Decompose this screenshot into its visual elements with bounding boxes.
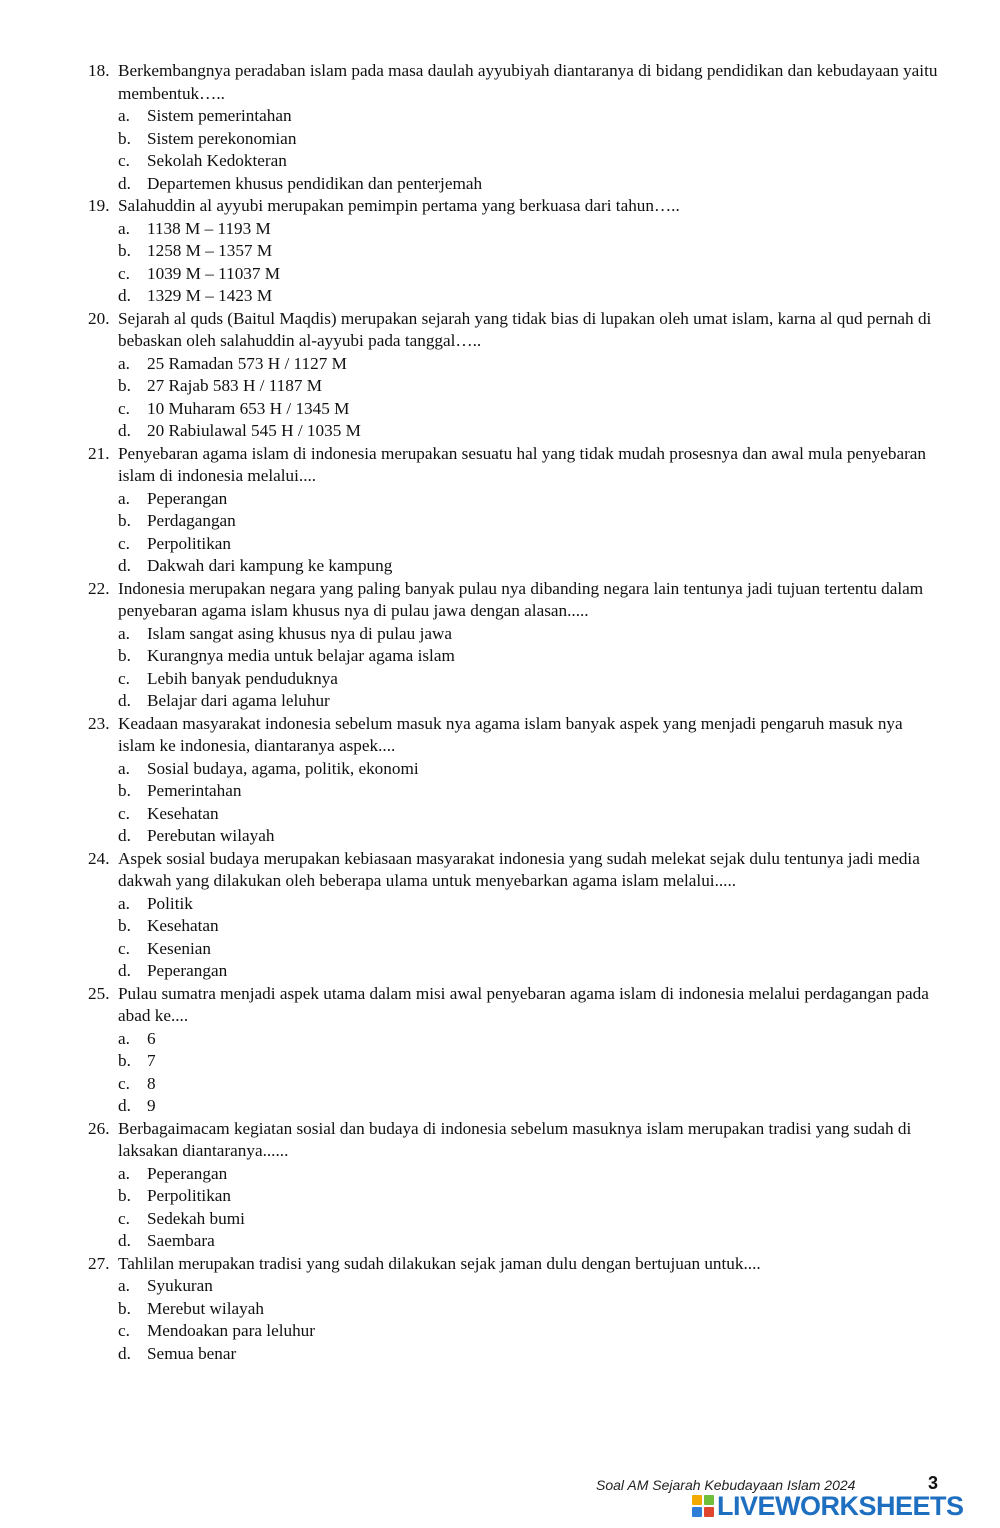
option-text: Pemerintahan <box>147 781 242 800</box>
option-text: 8 <box>147 1073 156 1093</box>
option-text: 20 Rabiulawal 545 H / 1035 M <box>147 421 361 440</box>
answer-option[interactable] <box>118 1028 938 1051</box>
option-text: Politik <box>147 893 193 913</box>
option-text: 6 <box>147 1028 156 1048</box>
question-text: Salahuddin al ayyubi merupakan pemimpin pertama yang berkuasa dari tahun….. <box>118 196 680 215</box>
question-26 <box>88 1118 938 1253</box>
answer-option[interactable] <box>118 1320 938 1343</box>
question-row <box>88 713 938 758</box>
question-row <box>88 443 938 488</box>
option-letter: d. <box>118 1231 131 1250</box>
question-19 <box>88 195 938 308</box>
answer-option[interactable] <box>118 555 938 578</box>
option-text: Kesehatan <box>147 916 219 935</box>
option-letter: a. <box>118 1276 130 1295</box>
answer-option[interactable] <box>118 1230 938 1253</box>
question-number: 26. <box>88 1118 110 1138</box>
option-letter: b. <box>118 916 131 935</box>
option-list <box>88 105 938 195</box>
answer-option[interactable] <box>118 1208 938 1231</box>
option-letter: d. <box>118 1343 131 1363</box>
answer-option[interactable] <box>118 938 938 961</box>
question-number: 22. <box>88 578 110 598</box>
answer-option[interactable] <box>118 1185 938 1208</box>
option-list <box>88 353 938 443</box>
answer-option[interactable] <box>118 915 938 938</box>
answer-option[interactable] <box>118 150 938 173</box>
answer-option[interactable] <box>118 1298 938 1321</box>
question-text: Pulau sumatra menjadi aspek utama dalam misi awal penyebaran agama islam di indonesia melalui perdagangan pada abad ke.... <box>118 983 929 1025</box>
answer-option[interactable] <box>118 285 938 308</box>
option-list <box>88 623 938 713</box>
question-text: Indonesia merupakan negara yang paling banyak pulau nya dibanding negara lain tentunya jadi tujuan tertentu dalam penyebaran agama islam khusus nya di pulau jawa dengan alasan..... <box>118 578 924 620</box>
option-text: Dakwah dari kampung ke kampung <box>147 556 393 575</box>
question-text: Berkembangnya peradaban islam pada masa daulah ayyubiyah diantaranya di bidang pendidikan dan kebudayaan yaitu membentuk….. <box>118 61 938 103</box>
answer-option[interactable] <box>118 1073 938 1096</box>
option-letter: a. <box>118 106 130 125</box>
liveworksheets-brand[interactable] <box>692 1491 964 1521</box>
option-letter: a. <box>118 1028 130 1048</box>
option-letter: c. <box>118 1073 130 1093</box>
answer-option[interactable] <box>118 1343 938 1366</box>
logo-cell <box>692 1495 702 1505</box>
option-text: Sistem perekonomian <box>147 128 297 148</box>
question-row <box>88 308 938 353</box>
option-letter: b. <box>118 646 131 665</box>
option-text: Lebih banyak penduduknya <box>147 668 338 688</box>
answer-option[interactable] <box>118 645 938 668</box>
option-letter: d. <box>118 961 131 980</box>
option-text: Kesehatan <box>147 803 219 823</box>
option-text: Sedekah bumi <box>147 1208 245 1228</box>
liveworksheets-logo-icon <box>692 1495 714 1517</box>
question-row <box>88 848 938 893</box>
question-number: 18. <box>88 61 110 80</box>
question-text: Aspek sosial budaya merupakan kebiasaan masyarakat indonesia yang sudah melekat sejak dulu tentunya jadi media dakwah yang dilakukan oleh beberapa ulama untuk menyebarkan agama islam melalui..... <box>118 848 920 890</box>
logo-cell <box>692 1507 702 1517</box>
option-text: 1039 M – 11037 M <box>147 263 281 283</box>
question-23 <box>88 713 938 848</box>
question-text: Tahlilan merupakan tradisi yang sudah dilakukan sejak jaman dulu dengan bertujuan untuk.... <box>118 1253 761 1273</box>
answer-option[interactable] <box>118 1095 938 1118</box>
option-text: 1138 M – 1193 M <box>147 218 271 238</box>
answer-option[interactable] <box>118 375 938 398</box>
option-letter: b. <box>118 511 131 530</box>
option-text: Peperangan <box>147 488 228 508</box>
option-list <box>88 218 938 308</box>
question-27 <box>88 1253 938 1366</box>
option-text: Perpolitikan <box>147 1186 232 1205</box>
question-20 <box>88 308 938 443</box>
option-letter: a. <box>118 623 130 643</box>
option-letter: b. <box>118 376 131 395</box>
question-row <box>88 1118 938 1163</box>
option-letter: b. <box>118 128 131 148</box>
answer-option[interactable] <box>118 105 938 128</box>
option-text: Peperangan <box>147 1163 228 1183</box>
option-list <box>88 1163 938 1253</box>
liveworksheets-wordmark: LIVEWORKSHEETS <box>717 1491 964 1521</box>
option-text: Sistem pemerintahan <box>147 106 292 125</box>
answer-option[interactable] <box>118 780 938 803</box>
answer-option[interactable] <box>118 623 938 646</box>
option-text: 25 Ramadan 573 H / 1127 M <box>147 353 347 373</box>
logo-cell <box>704 1495 714 1505</box>
option-text: Sosial budaya, agama, politik, ekonomi <box>147 758 419 778</box>
option-text: Perebutan wilayah <box>147 826 275 845</box>
option-text: Semua benar <box>147 1343 237 1363</box>
answer-option[interactable] <box>118 218 938 241</box>
option-text: Saembara <box>147 1231 215 1250</box>
question-row <box>88 578 938 623</box>
answer-option[interactable] <box>118 1050 938 1073</box>
answer-option[interactable] <box>118 488 938 511</box>
option-letter: d. <box>118 286 131 305</box>
question-25 <box>88 983 938 1118</box>
option-text: 7 <box>147 1051 156 1070</box>
option-letter: d. <box>118 173 131 193</box>
answer-option[interactable] <box>118 128 938 151</box>
page-number: 3 <box>928 1473 939 1493</box>
answer-option[interactable] <box>118 690 938 713</box>
option-text: 1258 M – 1357 M <box>147 241 273 260</box>
option-list <box>88 488 938 578</box>
question-row <box>88 1253 938 1276</box>
footer-label: Soal AM Sejarah Kebudayaan Islam 2024 <box>596 1477 856 1493</box>
option-text: Syukuran <box>147 1276 213 1295</box>
answer-option[interactable] <box>118 1275 938 1298</box>
option-letter: c. <box>118 803 130 823</box>
option-letter: b. <box>118 1186 131 1205</box>
answer-option[interactable] <box>118 893 938 916</box>
question-text: Berbagaimacam kegiatan sosial dan budaya di indonesia sebelum masuknya islam merupakan tradisi yang sudah di laksakan diantaranya...... <box>118 1118 912 1160</box>
option-letter: c. <box>118 151 130 170</box>
option-text: Mendoakan para leluhur <box>147 1321 315 1340</box>
option-letter: c. <box>118 1321 130 1340</box>
answer-option[interactable] <box>118 960 938 983</box>
question-number: 25. <box>88 983 110 1003</box>
option-list <box>88 1275 938 1365</box>
answer-option[interactable] <box>118 510 938 533</box>
option-letter: c. <box>118 1208 130 1228</box>
option-letter: a. <box>118 1163 130 1183</box>
option-text: Peperangan <box>147 961 228 980</box>
question-list <box>88 60 938 1365</box>
question-row <box>88 195 938 218</box>
option-list <box>88 1028 938 1118</box>
question-number: 20. <box>88 308 110 328</box>
option-letter: b. <box>118 241 131 260</box>
logo-cell <box>704 1507 714 1517</box>
option-text: Kurangnya media untuk belajar agama islam <box>147 646 455 665</box>
option-letter: c. <box>118 398 130 418</box>
option-text: Merebut wilayah <box>147 1298 264 1318</box>
option-text: Sekolah Kedokteran <box>147 151 287 170</box>
question-number: 23. <box>88 713 110 733</box>
answer-option[interactable] <box>118 420 938 443</box>
answer-option[interactable] <box>118 825 938 848</box>
question-24 <box>88 848 938 983</box>
question-22 <box>88 578 938 713</box>
answer-option[interactable] <box>118 173 938 196</box>
option-letter: a. <box>118 353 130 373</box>
option-text: Perdagangan <box>147 511 236 530</box>
option-letter: c. <box>118 668 130 688</box>
question-21 <box>88 443 938 578</box>
question-number: 19. <box>88 196 110 215</box>
answer-option[interactable] <box>118 353 938 376</box>
question-18 <box>88 60 938 195</box>
answer-option[interactable] <box>118 803 938 826</box>
answer-option[interactable] <box>118 533 938 556</box>
question-number: 21. <box>88 443 110 463</box>
answer-option[interactable] <box>118 758 938 781</box>
answer-option[interactable] <box>118 240 938 263</box>
option-letter: a. <box>118 758 130 778</box>
option-letter: d. <box>118 556 131 575</box>
option-letter: d. <box>118 826 131 845</box>
option-list <box>88 893 938 983</box>
option-text: 1329 M – 1423 M <box>147 286 273 305</box>
option-letter: c. <box>118 263 130 283</box>
option-text: 9 <box>147 1096 156 1115</box>
question-number: 24. <box>88 848 110 868</box>
question-text: Sejarah al quds (Baitul Maqdis) merupakan sejarah yang tidak bias di lupakan oleh umat islam, karna al qud pernah di bebaskan oleh salahuddin al-ayyubi pada tanggal….. <box>118 308 932 350</box>
option-text: 27 Rajab 583 H / 1187 M <box>147 376 323 395</box>
option-letter: d. <box>118 421 131 440</box>
answer-option[interactable] <box>118 263 938 286</box>
option-text: Islam sangat asing khusus nya di pulau jawa <box>147 623 453 643</box>
option-list <box>88 758 938 848</box>
option-letter: c. <box>118 533 130 553</box>
option-text: 10 Muharam 653 H / 1345 M <box>147 398 350 418</box>
option-letter: a. <box>118 218 130 238</box>
question-row <box>88 60 938 105</box>
option-letter: b. <box>118 1298 131 1318</box>
option-text: Perpolitikan <box>147 533 232 553</box>
question-number: 27. <box>88 1253 110 1273</box>
answer-option[interactable] <box>118 668 938 691</box>
option-letter: b. <box>118 1051 131 1070</box>
question-row <box>88 983 938 1028</box>
question-text: Keadaan masyarakat indonesia sebelum masuk nya agama islam banyak aspek yang menjadi pengaruh masuk nya islam ke indonesia, diantaranya aspek.... <box>118 713 903 755</box>
option-letter: a. <box>118 893 130 913</box>
answer-option[interactable] <box>118 398 938 421</box>
option-letter: b. <box>118 781 131 800</box>
option-letter: c. <box>118 938 130 958</box>
option-text: Departemen khusus pendidikan dan penterjemah <box>147 173 483 193</box>
option-letter: a. <box>118 488 130 508</box>
question-text: Penyebaran agama islam di indonesia merupakan sesuatu hal yang tidak mudah prosesnya dan awal mula penyebaran islam di indonesia melalui.... <box>118 443 927 485</box>
option-letter: d. <box>118 1096 131 1115</box>
answer-option[interactable] <box>118 1163 938 1186</box>
option-text: Belajar dari agama leluhur <box>147 691 330 710</box>
option-letter: d. <box>118 691 131 710</box>
option-text: Kesenian <box>147 938 211 958</box>
